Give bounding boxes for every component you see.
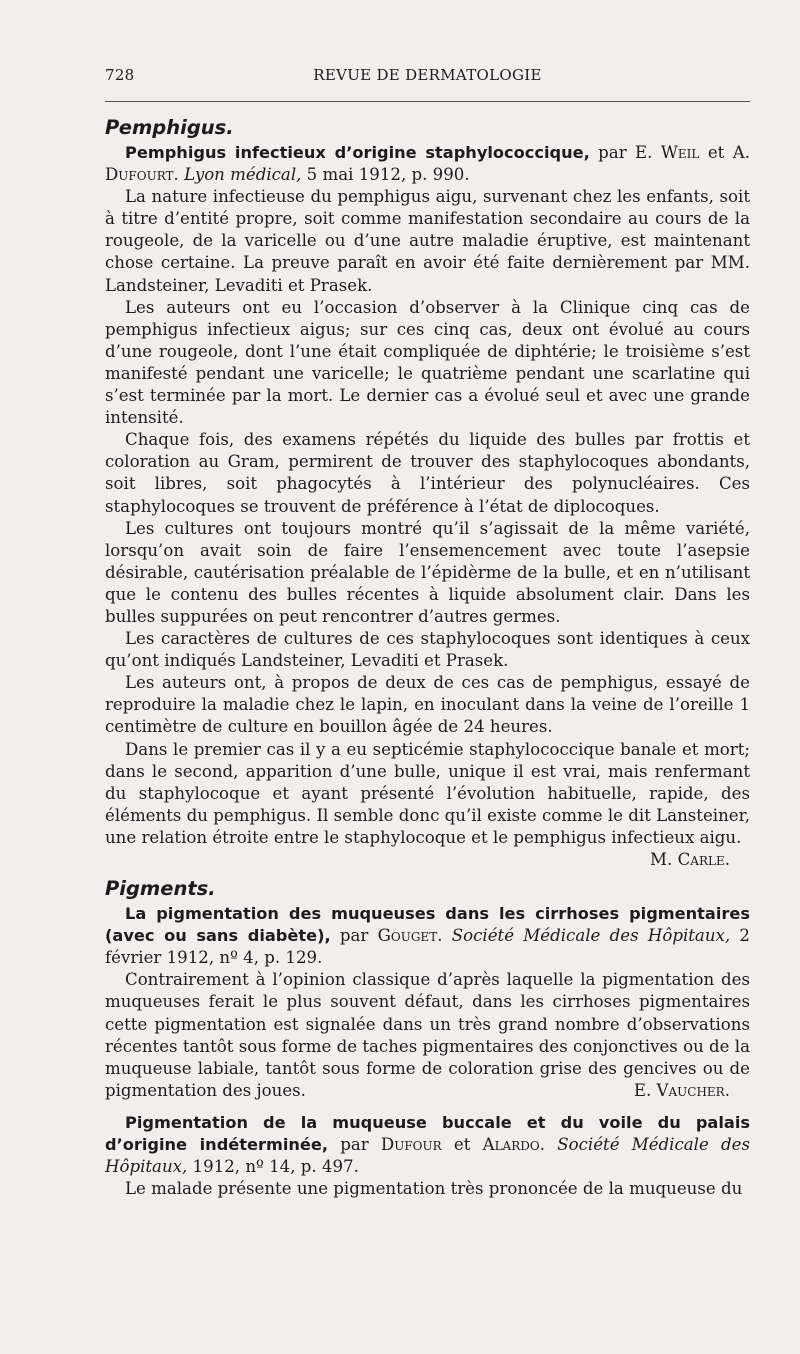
journal-name: Lyon médical, (184, 165, 302, 185)
header-rule (105, 101, 750, 102)
citation-date: 2 février 1912, nº 4, p. 129. (105, 926, 750, 968)
author-name: Alardo (482, 1135, 540, 1155)
citation-date: 5 mai 1912, p. 990. (301, 165, 470, 185)
paragraph: Les auteurs ont, à propos de deux de ces cas de pemphigus, essayé de reproduire la maladie chez le lapin, en inoculant dans la veine de l’oreille 1 centimètre de culture en bouillon âgée de 24 heures. (105, 673, 750, 737)
article-citation: La pigmentation des muqueuses dans les cirrhoses pigmentaires (avec ou sans diabète), par Gouget. Société Médicale des Hôpitaux, 2 février 1912, nº 4, p. 129. (105, 904, 750, 968)
paragraph: Les auteurs ont eu l’occasion d’observer à la Clinique cinq cas de pemphigus infectieux aigus; sur ces cinq cas, deux ont évolué au cours d’une rougeole, dont l’une était compliquée de diphtérie; le troisième s’est manifesté pendant une varicelle; le quatrième pendant une scarlatine qui s’est terminée par la mort. Le dernier cas a évolué seul et avec une grande intensité. (105, 297, 750, 428)
section-title-pigments: Pigments. (105, 877, 216, 901)
citation-date: 1912, nº 14, p. 497. (187, 1157, 359, 1177)
article-title: Pigmentation de la muqueuse buccale et du voile du palais d’origine indéterminée, (105, 1112, 750, 1155)
paragraph: Contrairement à l’opinion classique d’après laquelle la pigmentation des muqueuses ferait le plus souvent défaut, dans les cirrhoses pigmentaires cette pigmentation est signalée dans un très grand nombre d’observations récentes tantôt sous forme de taches pigmentaires des conjonctives ou de la muqueuse labiale, tantôt sous forme de coloration grise des gencives ou de pigmentation des joues. E. Vaucher. (105, 969, 750, 1102)
author-name: Dufour (380, 1135, 442, 1155)
article-citation: Pemphigus infectieux d’origine staphylococcique, par E. Weil et A. Dufourt. Lyon médical, 5 mai 1912, p. 990. (105, 143, 750, 185)
paragraph: Les caractères de cultures de ces staphylocoques sont identiques à ceux qu’ont indiqués Landsteiner, Levaditi et Prasek. (105, 629, 750, 671)
page-number: 728 (105, 66, 135, 84)
article-citation: Pigmentation de la muqueuse buccale et du voile du palais d’origine indéterminée, par Dufour et Alardo. Société Médicale des Hôpitaux, 1912, nº 14, p. 497. (105, 1112, 750, 1177)
running-title: REVUE DE DERMATOLOGIE (313, 66, 542, 84)
reviewer-signature: E. Vaucher. (633, 1080, 730, 1100)
author-name: E. Weil (635, 143, 700, 162)
page-body (105, 112, 750, 1200)
paragraph: La nature infectieuse du pemphigus aigu, survenant chez les enfants, soit à titre d’entité propre, soit comme manifestation secondaire au cours de la rougeole, de la varicelle ou d’une autre maladie éruptive, est maintenant chose certaine. La preuve paraît en avoir été faite dernièrement par MM. Landsteiner, Levaditi et Prasek. (105, 187, 750, 295)
paragraph: Chaque fois, des examens répétés du liquide des bulles par frottis et coloration au Gram, permirent de trouver des staphylocoques abondants, soit libres, soit phagocytés à l’intérieur des polynucléaires. Ces staphylocoques se trouvent de préférence à l’état de diplocoques. (105, 430, 750, 516)
journal-name: Société Médicale des Hôpitaux, (451, 926, 731, 946)
author-name: Gouget (377, 926, 438, 946)
page-header (105, 66, 750, 90)
journal-name: Société Médicale des Hôpitaux, (105, 1135, 750, 1177)
section-title-pemphigus: Pemphigus. (105, 116, 234, 139)
author-name: A. Dufourt (105, 143, 750, 185)
article-title: La pigmentation des muqueuses dans les cirrhoses pigmentaires (avec ou sans diabète), (105, 904, 750, 946)
paragraph: Le malade présente une pigmentation très prononcée de la muqueuse du (125, 1179, 743, 1199)
paragraph: Dans le premier cas il y a eu septicémie staphylococcique banale et mort; dans le second, apparition d’une bulle, unique il est vrai, mais renfermant du staphylocoque et ayant présenté l’évolution habituelle, rapide, des éléments du pemphigus. Il semble donc qu’il existe comme le dit Lansteiner, une relation étroite entre le staphylocoque et le pemphigus infectieux aigu. M. Carle. (105, 739, 750, 849)
paragraph: Les cultures ont toujours montré qu’il s’agissait de la même variété, lorsqu’on avait soin de faire l’ensemencement avec toute l’asepsie désirable, cautérisation préalable de l’épidèrme de la bulle, et en n’utilisant que le contenu des bulles récentes à liquide absolument clair. Dans les bulles suppurées on peut rencontrer d’autres germes. (105, 518, 750, 626)
reviewer-signature: M. Carle. (650, 850, 730, 869)
article-title: Pemphigus infectieux d’origine staphylococcique, (125, 143, 590, 162)
